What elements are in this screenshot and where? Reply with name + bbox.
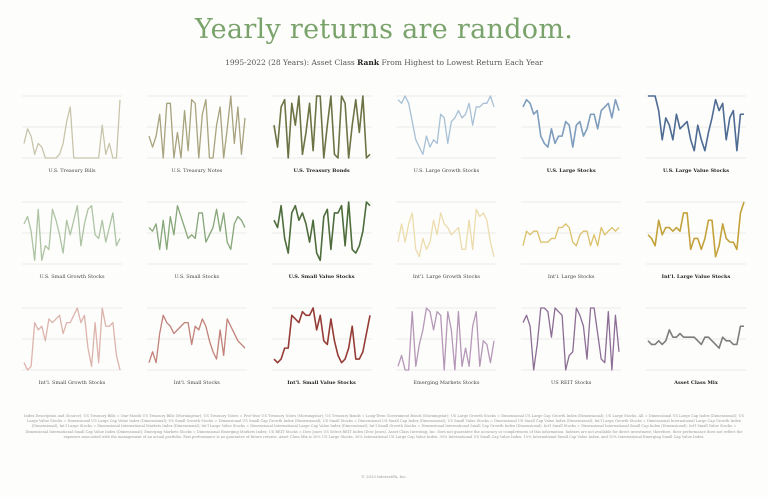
chart-label: U.S. Small Stocks xyxy=(174,274,220,280)
page-title: Yearly returns are random. xyxy=(194,14,574,45)
series-line xyxy=(648,96,744,151)
rank-line-chart xyxy=(396,198,496,270)
chart-label: Asset Class Mix xyxy=(674,380,718,386)
chart-panel xyxy=(396,92,496,192)
chart-panel xyxy=(396,304,496,404)
chart-panel xyxy=(147,198,247,298)
chart-label: Int'l. Small Value Stocks xyxy=(287,380,356,386)
chart-panel xyxy=(22,198,122,298)
chart-label: Int'l. Large Value Stocks xyxy=(661,274,731,280)
series-line xyxy=(274,308,370,363)
rank-line-chart xyxy=(272,304,372,376)
rank-line-chart xyxy=(22,304,122,376)
chart-label: U.S. Small Growth Stocks xyxy=(39,274,105,280)
footnote: Index Description and (Source): US Treasury Bills = One-Month US Treasury Bills (Morningstar); US Treasury Notes = Five-Year US Treasury Notes (Morningstar); US Treasury Bonds = Long-Term Government Bonds (Morningstar); US Large Growth Stocks = Dimensional US Large Cap Growth Index (Dimensional); US Large Stocks, All = Dimensional US Large Cap Index (Dimensional); US Large Value Stocks = Dimensional US Large Cap Value Index (Dimensional); US Small Growth Stocks = Dimensional US Small Cap Growth Index (Dimensional); US Small Stocks = Dimensional US Small Cap Index (Dimensional); US Small Value Stocks = Dimensional US Small Cap Value Index (Dimensional); Int'l Large Growth Stocks = Dimensional International Large Cap Growth Index (Dimensional); Int'l Large Stocks = Dimensional International Markets Index (Dimensional); Int'l Large Value Stocks = Dimensional International Large Cap Value Index (Dimensional); Int'l Small Growth Stocks = Dimensional International Small Cap Growth Index (Dimensional); Int'l Small Stocks = Dimensional International Small Cap Index (Dimensional); Int'l Small Value Stocks = Dimensional International Small Cap Value Index (Dimensional); Emerging Markets Stocks = Dimensional Emerging Markets Index; US REIT Stocks = Dow Jones US Select REIT Index (Dow Jones). Asset Class Investing, Inc. does not guarantee the accuracy or completeness of this information. Indexes are not available for direct investment; therefore, their performance does not reflect the expenses associated with the management of an actual portfolio. Past performance is no guarantee of future returns. Asset Class Mix is 30% US Large Stocks, 30% International US Large Cap Value Index, 30% International US Small Cap Value Index, 10% International Small Cap Value Index, and 10% International Emerging Small Cap Value Index. xyxy=(24,414,744,439)
rank-line-chart xyxy=(272,92,372,164)
small-multiples-grid xyxy=(22,92,746,392)
subtitle-emphasis: Rank xyxy=(357,58,380,67)
chart-panel xyxy=(22,92,122,192)
rank-line-chart xyxy=(22,198,122,270)
chart-label: US REIT Stocks xyxy=(550,380,592,386)
series-line xyxy=(648,326,744,348)
chart-panel xyxy=(521,304,621,404)
page-subtitle xyxy=(0,58,768,67)
chart-panel xyxy=(521,92,621,192)
chart-label: Int'l. Large Stocks xyxy=(547,274,595,280)
chart-label: U.S. Large Growth Stocks xyxy=(413,168,480,174)
chart-panel xyxy=(646,304,746,404)
rank-line-chart xyxy=(396,304,496,376)
series-line xyxy=(523,224,619,246)
rank-line-chart xyxy=(22,92,122,164)
chart-panel xyxy=(147,92,247,192)
subtitle-text-end: From Highest to Lowest Return Each Year xyxy=(379,58,543,67)
rank-line-chart xyxy=(646,92,746,164)
chart-panel xyxy=(646,92,746,192)
chart-panel xyxy=(22,304,122,404)
chart-panel xyxy=(272,304,372,404)
chart-panel xyxy=(272,92,372,192)
chart-label: U.S. Treasury Bonds xyxy=(293,168,350,174)
rank-line-chart xyxy=(147,198,247,270)
rank-line-chart xyxy=(521,92,621,164)
series-line xyxy=(149,206,245,250)
rank-line-chart xyxy=(646,304,746,376)
rank-line-chart xyxy=(396,92,496,164)
rank-line-chart xyxy=(147,304,247,376)
rank-line-chart xyxy=(521,304,621,376)
chart-panel xyxy=(272,198,372,298)
chart-label: Int'l. Small Stocks xyxy=(173,380,220,386)
chart-panel xyxy=(521,198,621,298)
chart-label: U.S. Treasury Bills xyxy=(48,168,96,174)
chart-label: U.S. Large Value Stocks xyxy=(662,168,730,174)
rank-line-chart xyxy=(147,92,247,164)
chart-label: U.S. Large Stocks xyxy=(546,168,596,174)
series-line xyxy=(523,100,619,147)
chart-panel xyxy=(646,198,746,298)
series-line xyxy=(24,100,120,158)
chart-panel xyxy=(147,304,247,404)
series-line xyxy=(648,202,744,257)
copyright: © 2023 InterestPA, Inc. xyxy=(361,474,407,479)
chart-label: U.S. Small Value Stocks xyxy=(288,274,355,280)
rank-line-chart xyxy=(521,198,621,270)
chart-label: U.S. Treasury Notes xyxy=(171,168,223,174)
rank-line-chart xyxy=(646,198,746,270)
chart-label: Emerging Markets Stocks xyxy=(413,380,480,386)
series-line xyxy=(398,96,494,154)
chart-panel xyxy=(396,198,496,298)
subtitle-text: 1995-2022 (28 Years): Asset Class xyxy=(225,58,358,67)
rank-line-chart xyxy=(272,198,372,270)
chart-label: Int'l. Small Growth Stocks xyxy=(38,380,106,386)
chart-label: Int'l. Large Growth Stocks xyxy=(412,274,480,280)
series-line xyxy=(274,202,370,260)
